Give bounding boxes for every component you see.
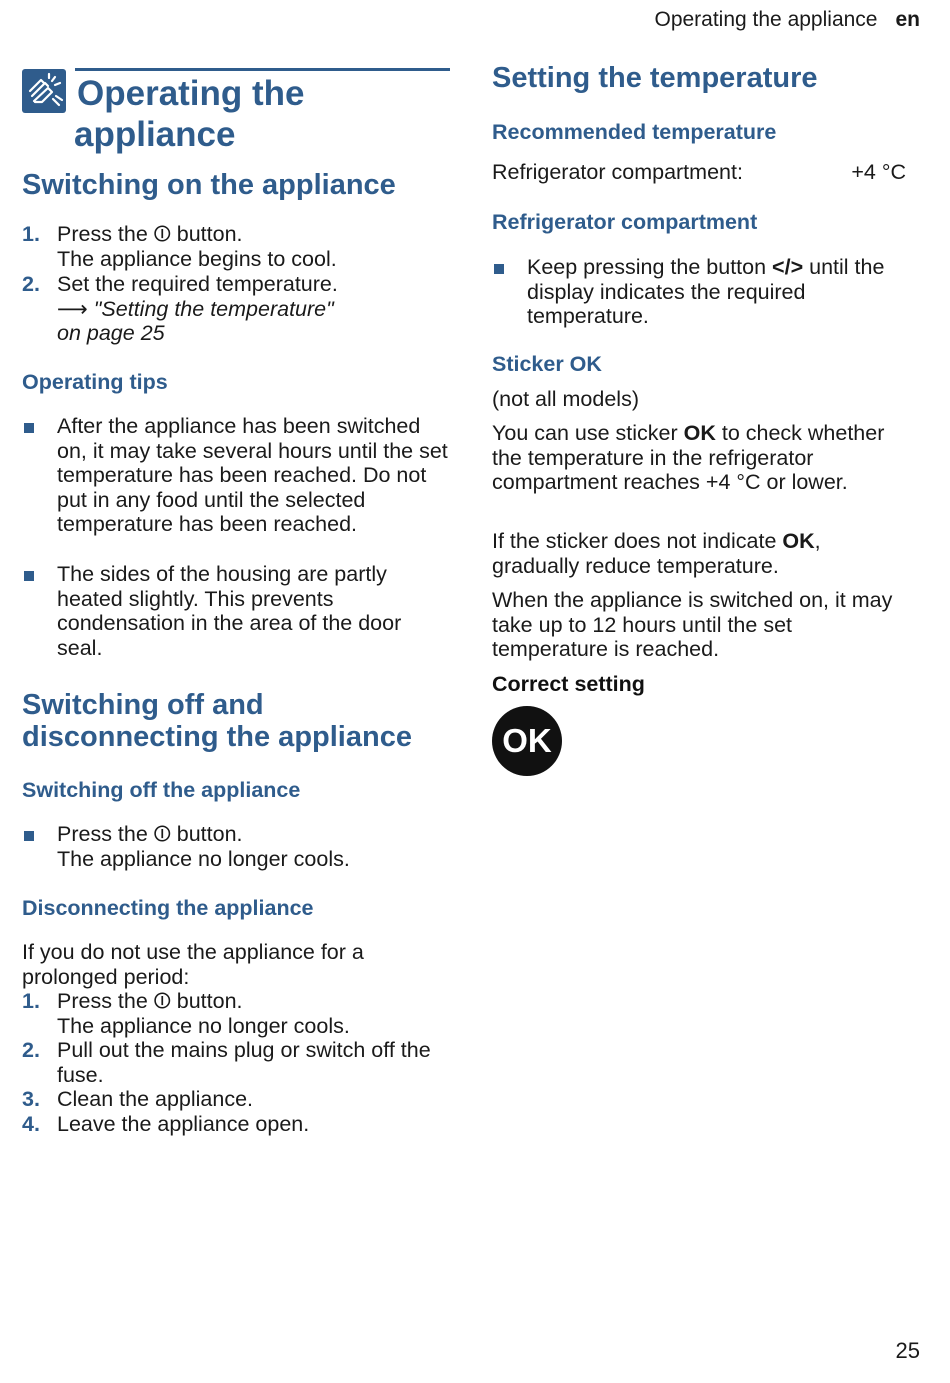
disconnect-steps — [22, 989, 450, 1149]
bullet-text: The sides of the housing are partly heated slightly. This prevents condensation in the area of the door seal. — [57, 562, 402, 660]
bullet-text — [57, 822, 450, 871]
operating-tips-list — [22, 414, 450, 664]
step-text: Pull out the mains plug or switch off the fuse. — [57, 1038, 431, 1087]
bullet-icon — [494, 264, 504, 274]
switch-off-subheading: Switching off the appliance — [22, 778, 301, 802]
disconnect-intro: If you do not use the appliance for a prolonged period: — [22, 940, 364, 989]
step-text — [57, 272, 450, 346]
left-column — [22, 0, 450, 1200]
step-line: The appliance no longer cools. — [57, 1013, 350, 1038]
heading-line: Switching off and — [22, 689, 264, 721]
bullet-icon — [24, 831, 34, 841]
page-title-line1: Operating the — [77, 74, 305, 113]
bullet-text — [527, 255, 892, 329]
text-run: Keep pressing the button — [527, 255, 773, 279]
step-text: Leave the appliance open. — [57, 1112, 310, 1136]
step-text — [57, 989, 450, 1038]
bullet-line: Press the ⏼ button. — [57, 822, 243, 846]
page-number: 25 — [895, 1338, 920, 1363]
step-number: 1. — [22, 222, 40, 246]
page-title — [74, 73, 457, 155]
step-number: 2. — [22, 1038, 40, 1062]
fridge-list — [492, 255, 920, 331]
header-title: Operating the appliance — [654, 8, 878, 31]
text-run: , gradually reduce temperature. — [492, 529, 821, 578]
step-number: 3. — [22, 1087, 40, 1111]
fridge-heading: Refrigerator compartment — [492, 210, 758, 234]
cross-reference-link[interactable]: ⟶ "Setting the temperature" — [57, 296, 334, 321]
text-run: until the display indicates the required temperature. — [527, 255, 885, 329]
heading-line: disconnecting the appliance — [22, 721, 412, 753]
switch-off-heading — [22, 689, 450, 753]
switch-on-heading: Switching on the appliance — [22, 169, 396, 201]
step-line: The appliance begins to cool. — [57, 246, 337, 271]
bullet-icon — [24, 423, 34, 433]
switch-off-list — [22, 822, 450, 874]
step-number: 4. — [22, 1112, 40, 1136]
recommended-heading: Recommended temperature — [492, 120, 777, 144]
step-line: Press the ⏼ button. — [57, 989, 243, 1013]
step-number: 1. — [22, 989, 40, 1013]
correct-setting-heading: Correct setting — [492, 672, 645, 696]
step-line: Press the ⏼ button. — [57, 222, 243, 246]
recommended-value: +4 °C — [851, 160, 906, 184]
sticker-note: (not all models) — [492, 387, 639, 411]
text-run: OK — [782, 529, 815, 553]
recommended-row — [492, 160, 906, 186]
step-line: Set the required temperature. — [57, 272, 338, 296]
header-language: en — [895, 8, 920, 31]
recommended-label: Refrigerator compartment: — [492, 160, 743, 184]
temperature-button-symbol: </> — [772, 255, 804, 279]
disconnect-heading: Disconnecting the appliance — [22, 896, 314, 920]
step-text: Clean the appliance. — [57, 1087, 254, 1111]
step-text — [57, 222, 450, 271]
temperature-heading: Setting the temperature — [492, 62, 818, 94]
cross-reference-page[interactable]: on page 25 — [57, 321, 165, 346]
bullet-icon — [24, 571, 34, 581]
switch-on-steps — [22, 222, 450, 352]
sticker-paragraph-3: When the appliance is switched on, it may take up to 12 hours until the set temperature is reached. — [492, 588, 893, 662]
right-column — [492, 0, 920, 800]
ok-sticker-badge: OK — [492, 706, 562, 776]
text-run: You can use sticker — [492, 421, 684, 445]
operating-tips-heading: Operating tips — [22, 370, 168, 394]
text-run: If the sticker does not indicate — [492, 529, 783, 553]
sticker-paragraph-1 — [492, 421, 920, 495]
step-number: 2. — [22, 272, 40, 296]
text-run: OK — [683, 421, 716, 445]
sticker-paragraph-2 — [492, 529, 892, 578]
bullet-text: After the appliance has been switched on, it may take several hours until the set temperature has been reached. Do not put in any food until the selected temperature has been reached. — [57, 414, 448, 537]
bullet-line: The appliance no longer cools. — [57, 846, 350, 871]
sticker-heading: Sticker OK — [492, 352, 602, 376]
page-title-line2: appliance — [74, 115, 236, 154]
text-run: to check whether the temperature in the refrigerator compartment reaches +4 °C or lower. — [492, 421, 885, 495]
